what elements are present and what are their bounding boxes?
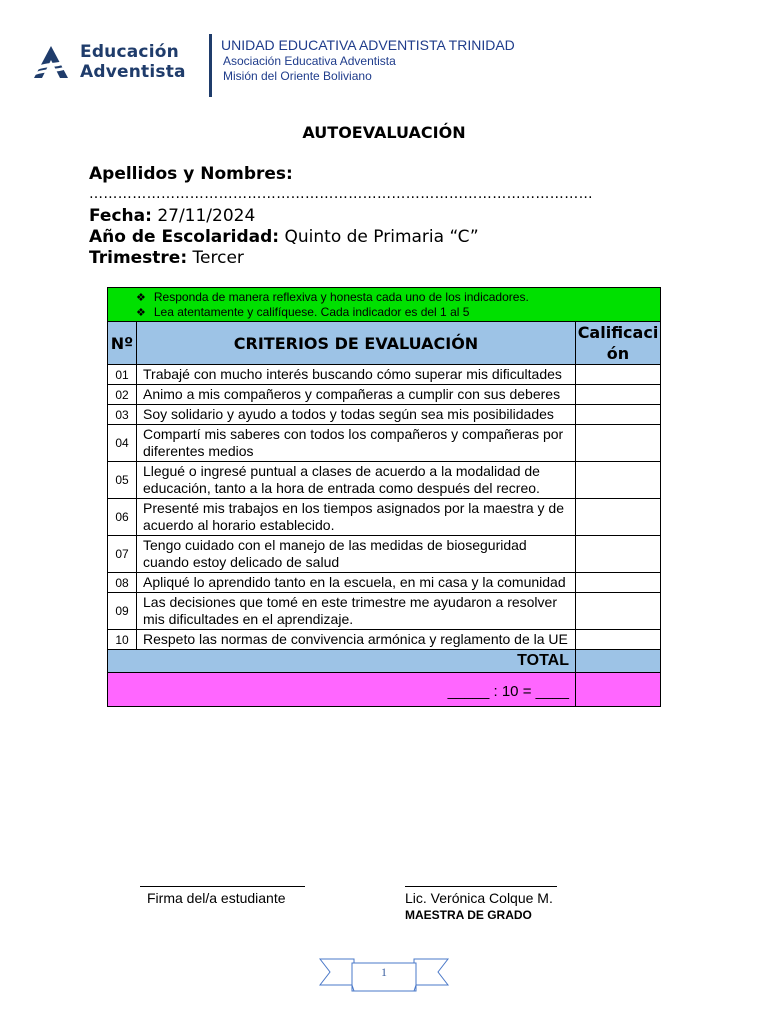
table-row xyxy=(108,630,661,650)
criterion-text: Soy solidario y ayudo a todos y todas según sea mis posibilidades xyxy=(137,405,576,425)
criterion-text: Apliqué lo aprendido tanto en la escuela, en mi casa y la comunidad xyxy=(137,573,576,593)
criteria-table xyxy=(107,287,661,707)
formula-row xyxy=(108,673,661,707)
grade-cell[interactable] xyxy=(576,630,661,650)
name-value: …………………………………………………………………………………………… xyxy=(89,186,593,202)
row-number: 04 xyxy=(108,425,137,462)
logo-wordmark xyxy=(80,42,186,82)
student-signature-label: Firma del/a estudiante xyxy=(147,890,286,906)
teacher-role: MAESTRA DE GRADO xyxy=(405,908,532,922)
table-row xyxy=(108,385,661,405)
grade-cell[interactable] xyxy=(576,536,661,573)
criterion-text: Las decisiones que tomé en este trimestre me ayudaron a resolver mis dificultades en el aprendizaje. xyxy=(137,593,576,630)
table-header-row xyxy=(108,322,661,365)
instruction-text: Lea atentamente y califíquese. Cada indicador es del 1 al 5 xyxy=(153,305,470,319)
criterion-text: Respeto las normas de convivencia armónica y reglamento de la UE xyxy=(137,630,576,650)
grade-cell[interactable] xyxy=(576,499,661,536)
association-name: Asociación Educativa Adventista xyxy=(223,54,396,68)
row-number: 07 xyxy=(108,536,137,573)
row-number: 08 xyxy=(108,573,137,593)
grade-cell[interactable] xyxy=(576,385,661,405)
school-logo xyxy=(32,40,202,90)
grade-cell[interactable] xyxy=(576,573,661,593)
criterion-text: Tengo cuidado con el manejo de las medidas de bioseguridad cuando estoy delicado de salud xyxy=(137,536,576,573)
final-score-cell[interactable] xyxy=(576,673,661,707)
institution-name: UNIDAD EDUCATIVA ADVENTISTA TRINIDAD xyxy=(221,37,515,53)
grade-field xyxy=(89,227,479,248)
score-formula: _____ : 10 = ____ xyxy=(108,673,576,707)
instruction-item xyxy=(136,305,656,320)
page-number: 1 xyxy=(381,965,387,979)
date-field xyxy=(89,206,255,227)
header-divider xyxy=(209,34,212,97)
grade-label: Año de Escolaridad: xyxy=(89,227,280,247)
column-header-number: Nº xyxy=(108,322,137,365)
criterion-text: Trabajé con mucho interés buscando cómo superar mis dificultades xyxy=(137,365,576,385)
adventist-flame-icon xyxy=(32,44,70,80)
grade-cell[interactable] xyxy=(576,405,661,425)
teacher-signature-line xyxy=(405,886,557,887)
mission-name: Misión del Oriente Boliviano xyxy=(223,69,372,83)
student-signature-line xyxy=(140,886,305,887)
name-label: Apellidos y Nombres: xyxy=(89,164,293,184)
instruction-text: Responda de manera reflexiva y honesta cada uno de los indicadores. xyxy=(153,290,529,304)
instructions-cell xyxy=(108,288,661,322)
grade-value: Quinto de Primaria “C” xyxy=(284,227,479,247)
grade-cell[interactable] xyxy=(576,462,661,499)
table-row xyxy=(108,499,661,536)
row-number: 06 xyxy=(108,499,137,536)
criterion-text: Llegué o ingresé puntual a clases de acuerdo a la modalidad de educación, tanto a la hora de entrada como después del recreo. xyxy=(137,462,576,499)
diamond-bullet-icon: ❖ xyxy=(136,307,146,319)
date-value: 27/11/2024 xyxy=(157,206,256,226)
row-number: 10 xyxy=(108,630,137,650)
teacher-name: Lic. Verónica Colque M. xyxy=(405,890,553,906)
table-row xyxy=(108,425,661,462)
column-header-criteria: CRITERIOS DE EVALUACIÓN xyxy=(137,322,576,365)
institution-block xyxy=(221,37,515,84)
total-row xyxy=(108,650,661,673)
grade-cell[interactable] xyxy=(576,365,661,385)
table-row xyxy=(108,462,661,499)
document-title: AUTOEVALUACIÓN xyxy=(302,123,466,142)
total-value-cell[interactable] xyxy=(576,650,661,673)
logo-line-2: Adventista xyxy=(80,62,186,82)
criterion-text: Presenté mis trabajos en los tiempos asignados por la maestra y de acuerdo al horario establecido. xyxy=(137,499,576,536)
term-value: Tercer xyxy=(192,248,244,268)
instruction-item xyxy=(136,290,656,305)
row-number: 09 xyxy=(108,593,137,630)
table-row xyxy=(108,573,661,593)
date-label: Fecha: xyxy=(89,206,152,226)
row-number: 05 xyxy=(108,462,137,499)
total-label: TOTAL xyxy=(108,650,576,673)
grade-cell[interactable] xyxy=(576,593,661,630)
criterion-text: Compartí mis saberes con todos los compañeros y compañeras por diferentes medios xyxy=(137,425,576,462)
instructions-row xyxy=(108,288,661,322)
criterion-text: Animo a mis compañeros y compañeras a cumplir con sus deberes xyxy=(137,385,576,405)
term-label: Trimestre: xyxy=(89,248,188,268)
diamond-bullet-icon: ❖ xyxy=(136,292,146,304)
row-number: 02 xyxy=(108,385,137,405)
table-row xyxy=(108,536,661,573)
grade-cell[interactable] xyxy=(576,425,661,462)
table-row xyxy=(108,365,661,385)
table-row xyxy=(108,405,661,425)
row-number: 01 xyxy=(108,365,137,385)
column-header-grade: Calificación xyxy=(576,322,661,365)
name-field xyxy=(89,164,293,185)
term-field xyxy=(89,248,244,269)
logo-line-1: Educación xyxy=(80,42,179,62)
row-number: 03 xyxy=(108,405,137,425)
table-row xyxy=(108,593,661,630)
